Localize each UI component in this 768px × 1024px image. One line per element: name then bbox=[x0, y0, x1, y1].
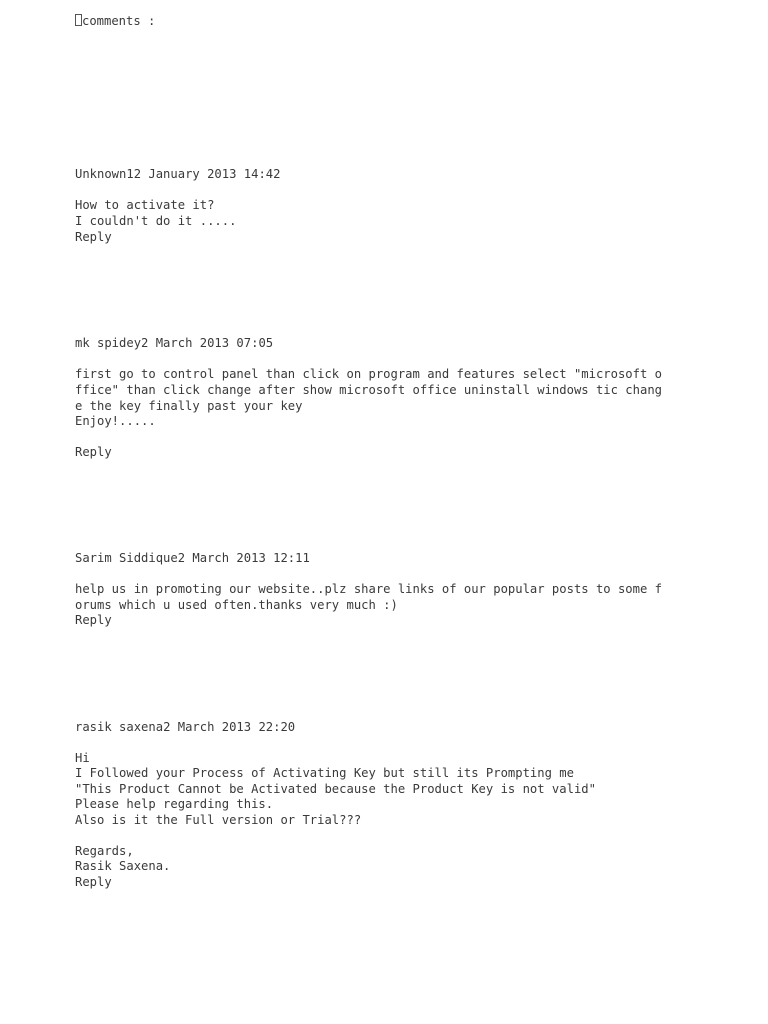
comment-body-line: I couldn't do it ..... bbox=[75, 214, 237, 228]
comment-author: mk spidey bbox=[75, 336, 142, 350]
comment-header bbox=[75, 166, 280, 182]
comment-body-line: Also is it the Full version or Trial??? bbox=[75, 813, 362, 827]
comment-date: 2 March 2013 07:05 bbox=[141, 336, 274, 350]
comment-body-line: "This Product Cannot be Activated because the Product Key is not valid" bbox=[75, 782, 596, 796]
comment-header bbox=[75, 335, 273, 351]
comment-author: Unknown bbox=[75, 167, 127, 181]
comment-body-line: Rasik Saxena. bbox=[75, 859, 171, 873]
comment-body-line: orums which u used often.thanks very much :) bbox=[75, 598, 398, 612]
missing-glyph-icon bbox=[75, 14, 82, 26]
reply-link[interactable]: Reply bbox=[75, 445, 112, 459]
comment-author: Sarim Siddique bbox=[75, 551, 178, 565]
comment-body-line: Enjoy!..... bbox=[75, 414, 156, 428]
reply-link[interactable]: Reply bbox=[75, 230, 112, 244]
comment-body-line: e the key finally past your key bbox=[75, 399, 303, 413]
comment-body-line: How to activate it? bbox=[75, 198, 215, 212]
reply-link[interactable]: Reply bbox=[75, 875, 112, 889]
comment-body-line: Hi bbox=[75, 751, 90, 765]
comments-heading bbox=[75, 13, 155, 29]
comment-date: 2 March 2013 22:20 bbox=[163, 720, 296, 734]
comment-header bbox=[75, 719, 295, 735]
comment-header bbox=[75, 550, 310, 566]
comment-date: 2 March 2013 12:11 bbox=[177, 551, 310, 565]
comment-body-line: first go to control panel than click on program and features select "microsoft o bbox=[75, 367, 662, 381]
reply-link[interactable]: Reply bbox=[75, 613, 112, 627]
comment-body-line: Please help regarding this. bbox=[75, 797, 274, 811]
comment-body-line: Regards, bbox=[75, 844, 134, 858]
comments-heading-text: comments : bbox=[82, 14, 156, 28]
comment-body-line: help us in promoting our website..plz share links of our popular posts to some f bbox=[75, 582, 662, 596]
comment-body-line: I Followed your Process of Activating Key but still its Prompting me bbox=[75, 766, 574, 780]
comment-date: 12 January 2013 14:42 bbox=[126, 167, 281, 181]
comment-body-line: ffice" than click change after show microsoft office uninstall windows tic chang bbox=[75, 383, 662, 397]
comment-author: rasik saxena bbox=[75, 720, 164, 734]
